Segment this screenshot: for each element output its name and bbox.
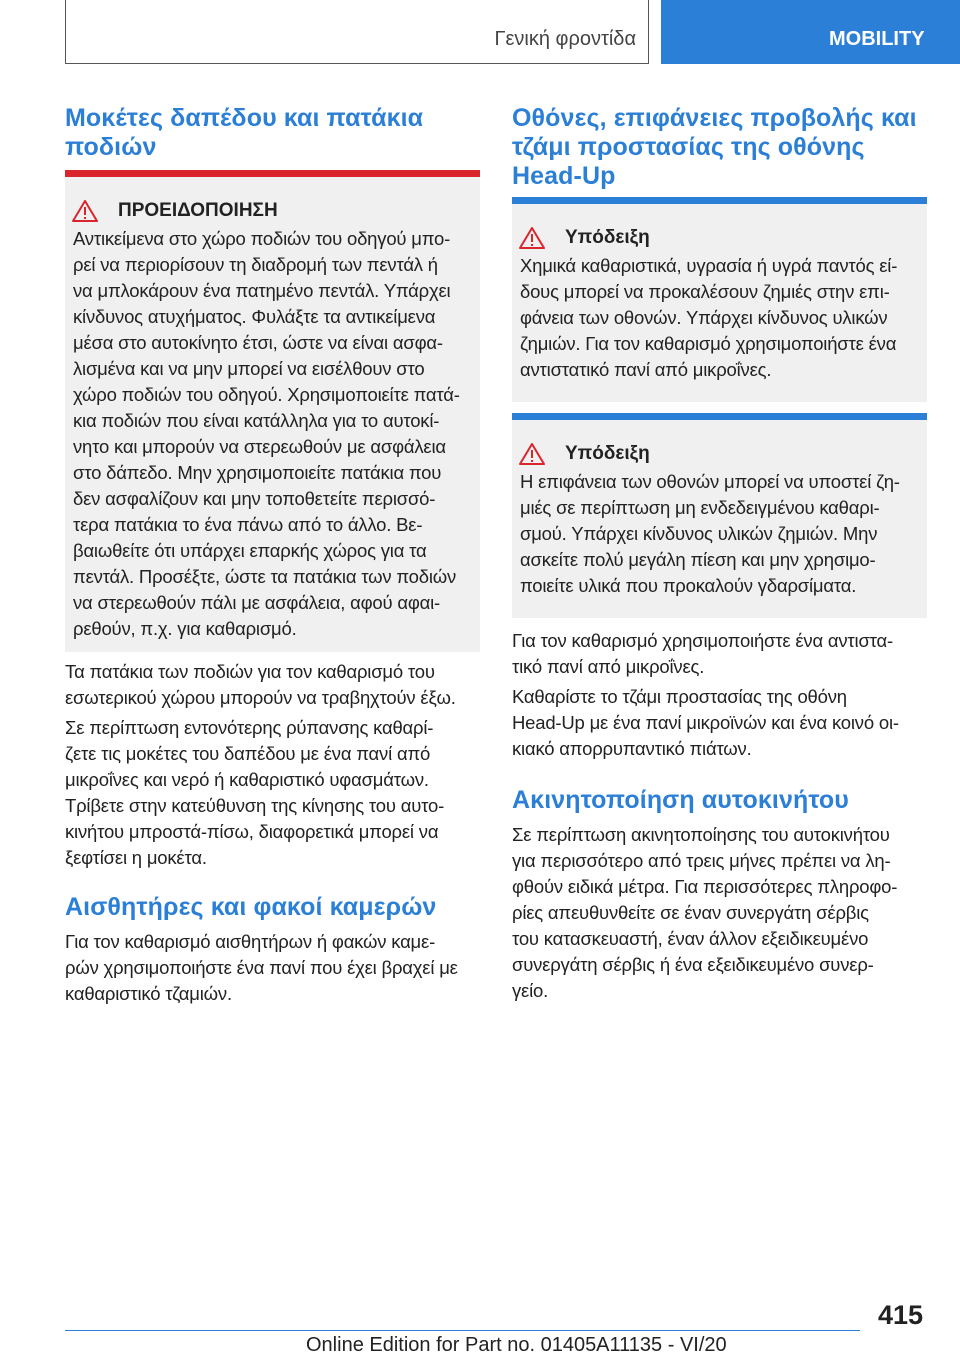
paragraph-immobilization xyxy=(512,822,927,1004)
warning-triangle-icon xyxy=(519,443,545,465)
heading-sensors-cameras: Αισθητήρες και φακοί καμερών xyxy=(65,893,437,921)
text-line: νητο και μπορούν να στερεωθούν με ασφάλεια xyxy=(73,436,446,457)
note-bar-2 xyxy=(512,413,927,420)
text-line: κίνδυνος ατυχήματος. Φυλάξτε τα αντικείμενα xyxy=(73,306,436,327)
text-line: Η επιφάνεια των οθονών μπορεί να υποστεί ζη- xyxy=(520,471,900,492)
text-line: σμού. Υπάρχει κίνδυνος υλικών ζημιών. Μην xyxy=(520,523,878,544)
text-line: μικροΐνες και νερό ή καθαριστικό υφασμάτων. xyxy=(65,769,429,790)
text-line: Καθαρίστε το τζάμι προστασίας της οθόνη xyxy=(512,686,847,707)
text-line: συνεργάτη σέρβις ή ένα εξειδικευμένο συνερ- xyxy=(512,954,874,975)
warning-box xyxy=(65,170,480,652)
text-line: φθούν ειδικά μέτρα. Για περισσότερες πληροφο- xyxy=(512,876,898,897)
paragraph-sensors-clean xyxy=(65,929,480,1007)
note-text-2 xyxy=(512,469,927,599)
heading-displays: Οθόνες, επιφάνειες προβολής και τζάμι προστασίας της οθόνης Head-Up xyxy=(512,104,917,190)
note-bar-1 xyxy=(512,197,927,204)
text-line: χώρο ποδιών του οδηγού. Χρησιμοποιείτε πατά- xyxy=(73,384,460,405)
header-chapter-tab[interactable] xyxy=(661,0,960,64)
text-line: του κατασκευαστή, έναν άλλον εξειδικευμένο xyxy=(512,928,869,949)
text-line: ζετε τις μοκέτες του δαπέδου με ένα πανί από xyxy=(65,743,431,764)
text-line: Χημικά καθαριστικά, υγρασία ή υγρά παντός εί- xyxy=(520,255,898,276)
header-section-box xyxy=(65,0,649,64)
text-line: μέσα στο αυτοκίνητο έτσι, ώστε να είναι ασφα- xyxy=(73,332,443,353)
text-line: ρών χρησιμοποιήστε ένα πανί που έχει βραχεί με xyxy=(65,957,458,978)
warning-text xyxy=(65,226,480,642)
text-line: ζημιών. Για τον καθαρισμό χρησιμοποιήστε ένα xyxy=(520,333,897,354)
text-line: ασκείτε πολύ μεγάλη πίεση και μην χρησιμο- xyxy=(520,549,876,570)
paragraph-mats-remove xyxy=(65,659,480,711)
text-line: εσωτερικού χώρου μπορούν να τραβηχτούν έξω. xyxy=(65,687,456,708)
text-line: δεν ασφαλίζουν και μην τοποθετείτε περισσό- xyxy=(73,488,436,509)
text-line: Τρίβετε στην κατεύθυνση της κίνησης του αυτο- xyxy=(65,795,445,816)
text-line: φάνεια των οθονών. Υπάρχει κίνδυνος υλικών xyxy=(520,307,888,328)
warning-bar xyxy=(65,170,480,177)
note-title-row-1 xyxy=(512,223,927,253)
text-line: να στερεωθούν πάλι με ασφάλεια, αφού αφαι- xyxy=(73,592,440,613)
paragraph-headup-clean xyxy=(512,684,927,762)
note-text-1 xyxy=(512,253,927,383)
paragraph-mats-clean xyxy=(65,715,480,871)
text-line: αντιστατικό πανί από μικροΐνες. xyxy=(520,359,772,380)
warning-triangle-icon xyxy=(519,227,545,249)
note-box-1 xyxy=(512,197,927,402)
header-chapter-label: MOBILITY xyxy=(829,28,925,50)
page-number: 415 xyxy=(878,1300,924,1330)
heading-floor-mats: Μοκέτες δαπέδου και πατάκια ποδιών xyxy=(65,104,424,161)
text-line: καθαριστικό τζαμιών. xyxy=(65,983,232,1004)
text-line: λισμένα και να μην μπορεί να εισέλθουν στο xyxy=(73,358,425,379)
text-line: γείο. xyxy=(512,980,549,1001)
text-line: δους μπορεί να προκαλέσουν ζημιές στην επι- xyxy=(520,281,890,302)
text-line: Αντικείμενα στο χώρο ποδιών του οδηγού μπο- xyxy=(73,228,451,249)
text-line: μιές σε περίπτωση μη ενδεδειγμένου καθαρι- xyxy=(520,497,880,518)
text-line: ρίες απευθυνθείτε σε έναν συνεργάτη σέρβις xyxy=(512,902,869,923)
text-line: Head-Up με ένα πανί μικροϊνών και ένα κοινό οι- xyxy=(512,712,899,733)
footer-edition: Online Edition for Part no. 01405A11135 - VI/20 xyxy=(306,1334,727,1356)
text-line: Σε περίπτωση ακινητοποίησης του αυτοκινήτου xyxy=(512,824,890,845)
text-line: Για τον καθαρισμό αισθητήρων ή φακών καμε- xyxy=(65,931,436,952)
note-box-2 xyxy=(512,413,927,618)
warning-title-row xyxy=(65,196,480,226)
text-line: τικό πανί από μικροΐνες. xyxy=(512,656,705,677)
text-line: να μπλοκάρουν ένα πατημένο πεντάλ. Υπάρχει xyxy=(73,280,451,301)
text-line: ποιείτε υλικά που προκαλούν γδαρσίματα. xyxy=(520,575,857,596)
header-section-title: Γενική φροντίδα xyxy=(494,28,636,50)
text-line: Σε περίπτωση εντονότερης ρύπανσης καθαρί- xyxy=(65,717,434,738)
footer-divider xyxy=(65,1330,860,1331)
warning-title: ΠΡΟΕΙΔΟΠΟΙΗΣΗ xyxy=(118,200,278,221)
text-line: Για τον καθαρισμό χρησιμοποιήστε ένα αντιστα- xyxy=(512,630,893,651)
text-line: τερα πατάκια το ένα πάνω από το άλλο. Βε- xyxy=(73,514,423,535)
paragraph-display-clean xyxy=(512,628,927,680)
heading-immobilization: Ακινητοποίηση αυτοκινήτου xyxy=(512,786,849,814)
warning-triangle-icon xyxy=(72,200,98,222)
text-line: ρεί να περιορίσουν τη διαδρομή των πεντάλ ή xyxy=(73,254,438,275)
text-line: κιακό απορρυπαντικό πιάτων. xyxy=(512,738,752,759)
text-line: βαιωθείτε ότι υπάρχει επαρκής χώρος για τα xyxy=(73,540,427,561)
note-title-row-2 xyxy=(512,439,927,469)
text-line: Τα πατάκια των ποδιών για τον καθαρισμό του xyxy=(65,661,435,682)
text-line: ξεφτίσει η μοκέτα. xyxy=(65,847,207,868)
text-line: ρεθούν, π.χ. για καθαρισμό. xyxy=(73,618,297,639)
text-line: για περισσότερο από τρεις μήνες πρέπει να λη- xyxy=(512,850,891,871)
text-line: κινήτου μπροστά-πίσω, διαφορετικά μπορεί να xyxy=(65,821,439,842)
text-line: πεντάλ. Προσέξτε, ώστε τα πατάκια των ποδιών xyxy=(73,566,457,587)
text-line: στο δάπεδο. Μην χρησιμοποιείτε πατάκια που xyxy=(73,462,442,483)
note-title-1: Υπόδειξη xyxy=(565,227,650,248)
note-title-2: Υπόδειξη xyxy=(565,443,650,464)
text-line: κια ποδιών που είναι κατάλληλα για το αυτοκί- xyxy=(73,410,440,431)
